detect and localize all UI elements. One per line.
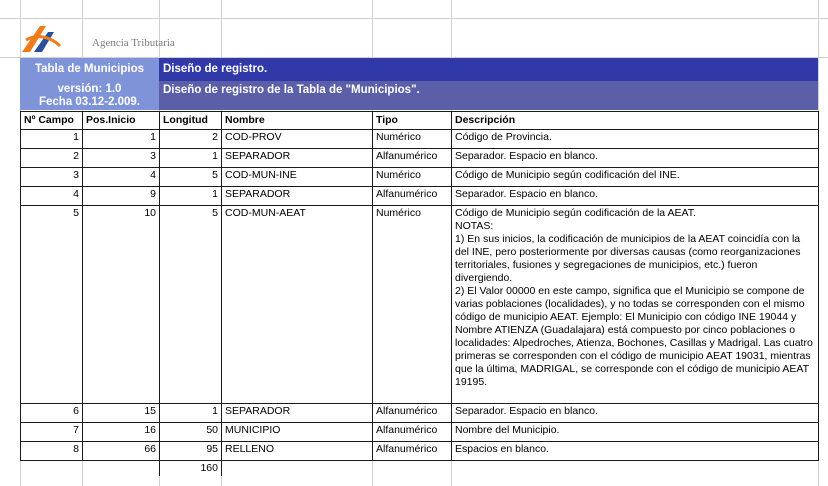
table-row bbox=[21, 149, 819, 168]
cell-tipo: Alfanumérico bbox=[373, 423, 452, 442]
cell-campo: 6 bbox=[21, 404, 83, 423]
cell-longitud: 1 bbox=[160, 149, 222, 168]
cell-campo: 3 bbox=[21, 168, 83, 187]
total-blank bbox=[21, 461, 83, 477]
cell-nombre: COD-MUN-AEAT bbox=[222, 206, 373, 404]
date-label: Fecha 03.12-2.009. bbox=[38, 96, 140, 108]
cell-nombre: COD-MUN-INE bbox=[222, 168, 373, 187]
cell-nombre: SEPARADOR bbox=[222, 187, 373, 206]
table-row bbox=[21, 442, 819, 461]
cell-nombre: RELLENO bbox=[222, 442, 373, 461]
table-row bbox=[21, 206, 819, 404]
design-subtitle-cell: Diseño de registro de la Tabla de "Municipios". bbox=[159, 81, 818, 110]
cell-campo: 1 bbox=[21, 130, 83, 149]
cell-pos: 15 bbox=[83, 404, 160, 423]
cell-nombre: SEPARADOR bbox=[222, 404, 373, 423]
total-blank bbox=[222, 461, 373, 477]
cell-tipo: Numérico bbox=[373, 206, 452, 404]
col-header-nombre: Nombre bbox=[222, 112, 373, 130]
cell-nombre: COD-PROV bbox=[222, 130, 373, 149]
col-header-longitud: Longitud bbox=[160, 112, 222, 130]
cell-descripcion: Espacios en blanco. bbox=[452, 442, 819, 461]
agency-name: Agencia Tributaria bbox=[92, 37, 175, 49]
cell-campo: 7 bbox=[21, 423, 83, 442]
cell-longitud: 2 bbox=[160, 130, 222, 149]
cell-tipo: Alfanumérico bbox=[373, 404, 452, 423]
cell-descripcion: Código de Provincia. bbox=[452, 130, 819, 149]
table-row bbox=[21, 168, 819, 187]
cell-descripcion: Separador. Espacio en blanco. bbox=[452, 404, 819, 423]
cell-longitud: 1 bbox=[160, 187, 222, 206]
cell-descripcion: Separador. Espacio en blanco. bbox=[452, 149, 819, 168]
agency-logo-icon bbox=[20, 22, 62, 54]
cell-pos: 9 bbox=[83, 187, 160, 206]
cell-nombre: SEPARADOR bbox=[222, 149, 373, 168]
cell-pos: 3 bbox=[83, 149, 160, 168]
cell-descripcion: Código de Municipio según codificación de la AEAT. NOTAS: 1) En sus inicios, la codificación de municipios de la AEAT coincidía con la del INE, pero posteriormente por diversas causas (como reorganizaciones territoriales, fusiones y segregaciones de municipios, etc.) fueron divergiendo. 2) El Valor 00000 en este campo, significa que el Municipio se compone de varias poblaciones (localidades), y no todas se corresponden con el mismo código de municipio AEAT. Ejemplo: El Municipio con código INE 19044 y Nombre ATIENZA (Guadalajara) está compuesto por cinco poblaciones o localidades: Alpedroches, Atienza, Bochones, Casillas y Madrigal. Las cuatro primeras se corresponden con el código de municipio AEAT 19031, mientras que la última, MADRIGAL, se corresponde con el código de municipio AEAT 19195. bbox=[452, 206, 819, 404]
cell-descripcion: Código de Municipio según codificación del INE. bbox=[452, 168, 819, 187]
cell-tipo: Alfanumérico bbox=[373, 187, 452, 206]
cell-campo: 5 bbox=[21, 206, 83, 404]
table-row bbox=[21, 187, 819, 206]
total-blank bbox=[452, 461, 819, 477]
cell-campo: 8 bbox=[21, 442, 83, 461]
agency-logo bbox=[20, 22, 175, 56]
table-row bbox=[21, 404, 819, 423]
cell-pos: 4 bbox=[83, 168, 160, 187]
cell-longitud: 1 bbox=[160, 404, 222, 423]
cell-nombre: MUNICIPIO bbox=[222, 423, 373, 442]
cell-longitud: 95 bbox=[160, 442, 222, 461]
total-length: 160 bbox=[160, 461, 222, 477]
version-label: versión: 1.0 bbox=[57, 83, 122, 95]
cell-descripcion: Nombre del Municipio. bbox=[452, 423, 819, 442]
cell-tipo: Numérico bbox=[373, 168, 452, 187]
total-row bbox=[21, 461, 819, 477]
title-band bbox=[20, 58, 818, 81]
cell-longitud: 5 bbox=[160, 206, 222, 404]
version-cell bbox=[20, 81, 159, 110]
table-row bbox=[21, 423, 819, 442]
cell-longitud: 50 bbox=[160, 423, 222, 442]
col-header-tipo: Tipo bbox=[373, 112, 452, 130]
col-header-descripcion: Descripción bbox=[452, 112, 819, 130]
version-band bbox=[20, 81, 818, 110]
col-header-campo: Nº Campo bbox=[21, 112, 83, 130]
table-name-cell: Tabla de Municipios bbox=[20, 58, 159, 81]
record-layout-table bbox=[20, 111, 819, 476]
col-header-pos: Pos.Inicio bbox=[83, 112, 160, 130]
cell-pos: 16 bbox=[83, 423, 160, 442]
cell-pos: 10 bbox=[83, 206, 160, 404]
cell-longitud: 5 bbox=[160, 168, 222, 187]
table-header-row bbox=[21, 112, 819, 130]
table-row bbox=[21, 130, 819, 149]
cell-campo: 2 bbox=[21, 149, 83, 168]
cell-pos: 1 bbox=[83, 130, 160, 149]
cell-descripcion: Separador. Espacio en blanco. bbox=[452, 187, 819, 206]
design-title-cell: Diseño de registro. bbox=[159, 58, 818, 81]
cell-tipo: Numérico bbox=[373, 130, 452, 149]
cell-pos: 66 bbox=[83, 442, 160, 461]
total-blank bbox=[83, 461, 160, 477]
cell-campo: 4 bbox=[21, 187, 83, 206]
total-blank bbox=[373, 461, 452, 477]
cell-tipo: Alfanumérico bbox=[373, 442, 452, 461]
cell-tipo: Alfanumérico bbox=[373, 149, 452, 168]
